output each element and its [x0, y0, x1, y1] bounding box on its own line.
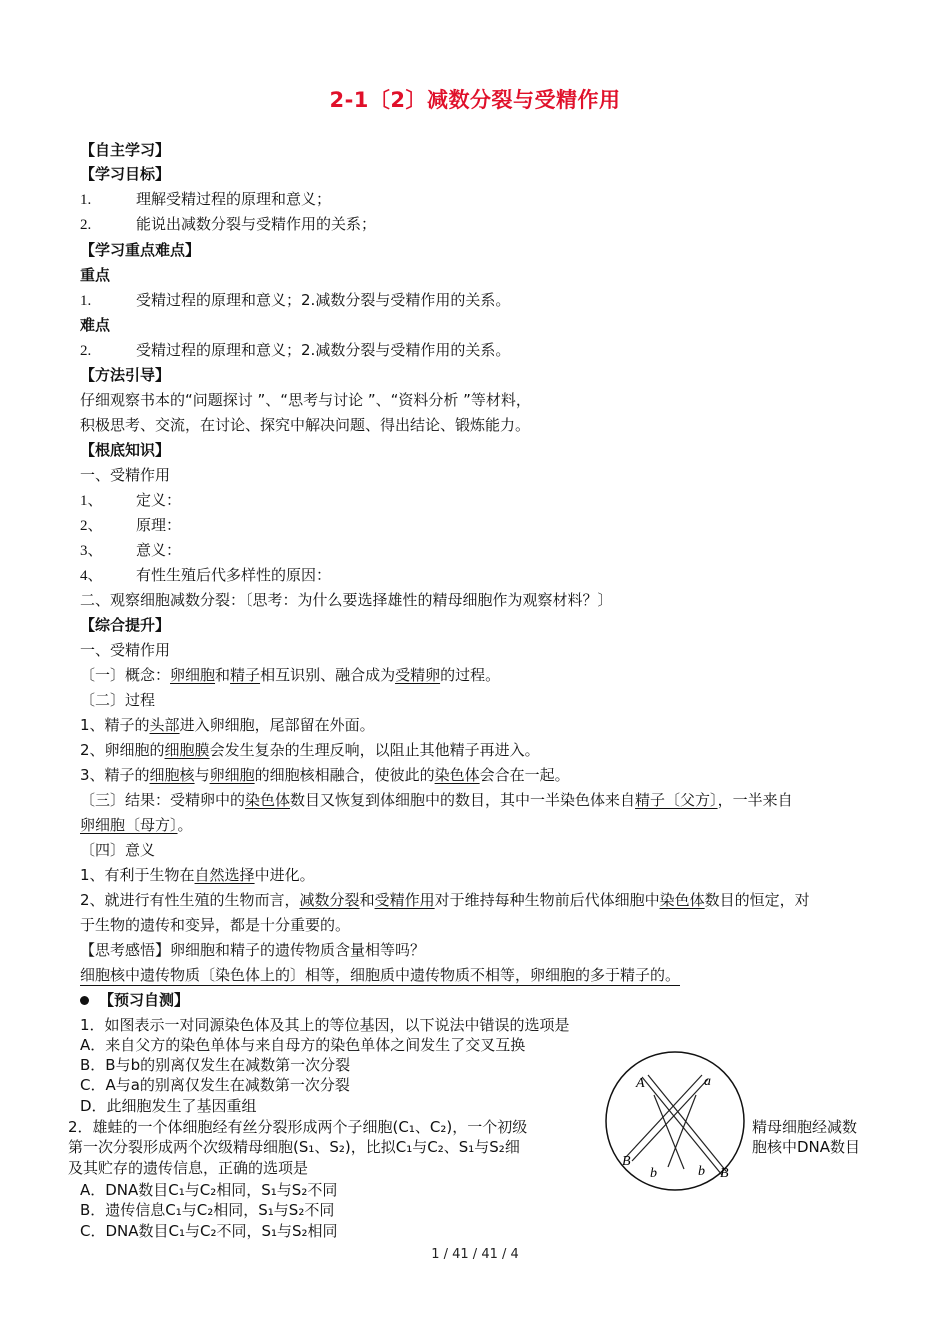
- question-2-line-2: 第一次分裂形成两个次级精母细胞(S₁、S₂)，比拟C₁与C₂、S₁与S₂细: [68, 1138, 520, 1156]
- basics-num: 1、: [80, 493, 103, 509]
- chromatid: [668, 1095, 696, 1167]
- meaning-text: 中进化。: [254, 866, 315, 884]
- basics-section-1: 一、受精作用: [80, 466, 171, 484]
- gene-label-B: B: [622, 1154, 631, 1169]
- goal-text: 能说出减数分裂与受精作用的关系；: [136, 215, 377, 233]
- think-answer-line: [80, 965, 680, 985]
- process-text: 会发生复杂的生理反响，以阻止其他精子再进入。: [209, 741, 540, 759]
- basics-section-2: 二、观察细胞减数分裂：〔思考：为什么要选择雄性的精母细胞作为观察材料？〕: [80, 591, 613, 609]
- goal-text: 理解受精过程的原理和意义；: [136, 190, 332, 208]
- basics-text: 定义：: [136, 491, 182, 509]
- meaning-text: 1、有利于生物在: [80, 866, 195, 884]
- q2-option-c: C．DNA数目C₁与C₂不同，S₁与S₂相同: [80, 1222, 338, 1240]
- key-num: 1.: [80, 293, 92, 309]
- process-text: 3、精子的: [80, 766, 150, 784]
- q1-option-c: C．A与a的别离仅发生在减数第一次分裂: [80, 1076, 350, 1094]
- question-2-line-3: 及其贮存的遗传信息，正确的选项是: [68, 1159, 309, 1177]
- result-text: 〔三〕结果：受精卵中的: [80, 791, 246, 809]
- meaning-text: 2、就进行有性生殖的生物而言，: [80, 891, 300, 909]
- process-text: 与: [194, 766, 210, 784]
- process-text: 的细胞核相融合，使彼此的: [254, 766, 435, 784]
- result-text: ，一半来自: [717, 791, 793, 809]
- answer-chromosome: 染色体: [434, 766, 480, 784]
- gene-label-A: A: [636, 1076, 645, 1091]
- key-item: [80, 290, 510, 311]
- key-difficult-heading: 【学习重点难点】: [80, 241, 201, 259]
- meaning-text: 对于维持每种生物前后代体细胞中: [434, 891, 660, 909]
- basics-item-2: [80, 515, 181, 536]
- goal-item-2: [80, 214, 376, 235]
- meaning-text: 和: [359, 891, 375, 909]
- basics-num: 4、: [80, 568, 103, 584]
- process-text: 1、精子的: [80, 716, 150, 734]
- answer-meiosis: 减数分裂: [299, 891, 360, 909]
- process-text: 2、卵细胞的: [80, 741, 165, 759]
- result-text: 数目又恢复到体细胞中的数目，其中一半染色体来自: [290, 791, 636, 809]
- basics-item-1: [80, 490, 181, 511]
- basics-text: 有性生殖后代多样性的原因：: [136, 566, 332, 584]
- basics-item-3: [80, 540, 181, 561]
- preview-heading-line: [80, 990, 189, 1010]
- answer-egg: 卵细胞: [170, 666, 216, 684]
- meaning-2: [80, 890, 810, 910]
- process-2: [80, 740, 540, 760]
- answer-father: 精子〔父方〕: [635, 791, 718, 809]
- concept-pre: 〔一〕概念：: [80, 666, 171, 684]
- page-footer: 1 / 41 / 41 / 4: [431, 1247, 519, 1262]
- goal-num: 2.: [80, 217, 92, 233]
- difficult-label: 难点: [80, 316, 111, 334]
- result-end: 。: [177, 816, 193, 834]
- advance-section-1: 一、受精作用: [80, 641, 171, 659]
- chromatid: [632, 1079, 708, 1161]
- difficult-item: [80, 340, 510, 361]
- answer-nucleus: 细胞核: [149, 766, 195, 784]
- answer-egg-cell: 卵细胞: [209, 766, 255, 784]
- process-3: [80, 765, 570, 785]
- answer-natural-selection: 自然选择: [194, 866, 255, 884]
- answer-fertilization: 受精作用: [374, 891, 435, 909]
- q1-option-d: D．此细胞发生了基因重组: [80, 1097, 257, 1115]
- answer-membrane: 细胞膜: [164, 741, 210, 759]
- chromatid: [648, 1075, 726, 1171]
- self-study-heading: 【自主学习】: [80, 141, 171, 159]
- concept-line: [80, 665, 500, 685]
- goal-item-1: [80, 189, 331, 210]
- answer-sperm: 精子: [230, 666, 261, 684]
- meaning-2-cont: 于生物的遗传和变异，都是十分重要的。: [80, 916, 351, 934]
- goal-num: 1.: [80, 192, 92, 208]
- bullet-icon: [80, 996, 89, 1005]
- q2-option-a: A．DNA数目C₁与C₂相同，S₁与S₂不同: [80, 1181, 338, 1199]
- gene-label-b: b: [650, 1166, 657, 1181]
- basics-text: 原理：: [136, 516, 182, 534]
- gene-label-B: B: [720, 1166, 729, 1181]
- answer-head: 头部: [149, 716, 180, 734]
- process-1: [80, 715, 375, 735]
- q1-option-a: A．来自父方的染色单体与来自母方的染色单体之间发生了交叉互换: [80, 1036, 526, 1054]
- method-heading: 【方法引导】: [80, 366, 171, 384]
- process-text: 进入卵细胞，尾部留在外面。: [179, 716, 375, 734]
- concept-mid: 和: [215, 666, 231, 684]
- concept-mid: 相互识别、融合成为: [260, 666, 396, 684]
- basics-num: 3、: [80, 543, 103, 559]
- preview-heading: 【预习自测】: [99, 991, 190, 1009]
- answer-chromosome: 染色体: [245, 791, 291, 809]
- basics-heading: 【根底知识】: [80, 441, 171, 459]
- think-question: 【思考感悟】卵细胞和精子的遗传物质含量相等吗？: [80, 941, 426, 959]
- basics-item-4: [80, 565, 331, 586]
- goals-heading: 【学习目标】: [80, 165, 171, 183]
- concept-end: 的过程。: [440, 666, 501, 684]
- key-label: 重点: [80, 266, 111, 284]
- advance-heading: 【综合提升】: [80, 616, 171, 634]
- basics-text: 意义：: [136, 541, 182, 559]
- homologous-chromosome-figure: [604, 1047, 746, 1195]
- key-text: 受精过程的原理和意义；2.减数分裂与受精作用的关系。: [136, 291, 511, 309]
- process-text: 会合在一起。: [479, 766, 570, 784]
- question-2-line-1: 2．雄蛙的一个体细胞经有丝分裂形成两个子细胞(C₁、C₂)，一个初级: [68, 1118, 528, 1136]
- question-2-line-1-right: 精母细胞经减数: [752, 1118, 858, 1136]
- think-answer: 细胞核中遗传物质〔染色体上的〕相等，细胞质中遗传物质不相等，卵细胞的多于精子的。: [80, 966, 681, 984]
- gene-label-a: a: [704, 1074, 711, 1089]
- result-line: [80, 790, 793, 810]
- q2-option-b: B．遗传信息C₁与C₂相同，S₁与S₂不同: [80, 1201, 335, 1219]
- process-heading: 〔二〕过程: [80, 691, 156, 709]
- difficult-text: 受精过程的原理和意义；2.减数分裂与受精作用的关系。: [136, 341, 511, 359]
- meaning-heading: 〔四〕意义: [80, 841, 156, 859]
- answer-mother: 卵细胞〔母方〕: [80, 816, 178, 834]
- question-2-line-2-right: 胞核中DNA数目: [752, 1138, 861, 1156]
- answer-chromosome: 染色体: [659, 891, 705, 909]
- q1-option-b: B．B与b的别离仅发生在减数第一次分裂: [80, 1056, 351, 1074]
- page-title: 2-1〔2〕减数分裂与受精作用: [329, 88, 621, 112]
- question-1: 1．如图表示一对同源染色体及其上的等位基因，以下说法中错误的选项是: [80, 1016, 570, 1034]
- difficult-num: 2.: [80, 343, 92, 359]
- gene-label-b: b: [698, 1164, 705, 1179]
- method-line-2: 积极思考、交流，在讨论、探究中解决问题、得出结论、锻炼能力。: [80, 416, 531, 434]
- meaning-text: 数目的恒定，对: [704, 891, 810, 909]
- meaning-1: [80, 865, 315, 885]
- answer-zygote: 受精卵: [395, 666, 441, 684]
- result-line-2: [80, 815, 193, 835]
- basics-num: 2、: [80, 518, 103, 534]
- method-line-1: 仔细观察书本的“问题探讨 ”、“思考与讨论 ”、“资料分析 ”等材料，: [80, 391, 531, 409]
